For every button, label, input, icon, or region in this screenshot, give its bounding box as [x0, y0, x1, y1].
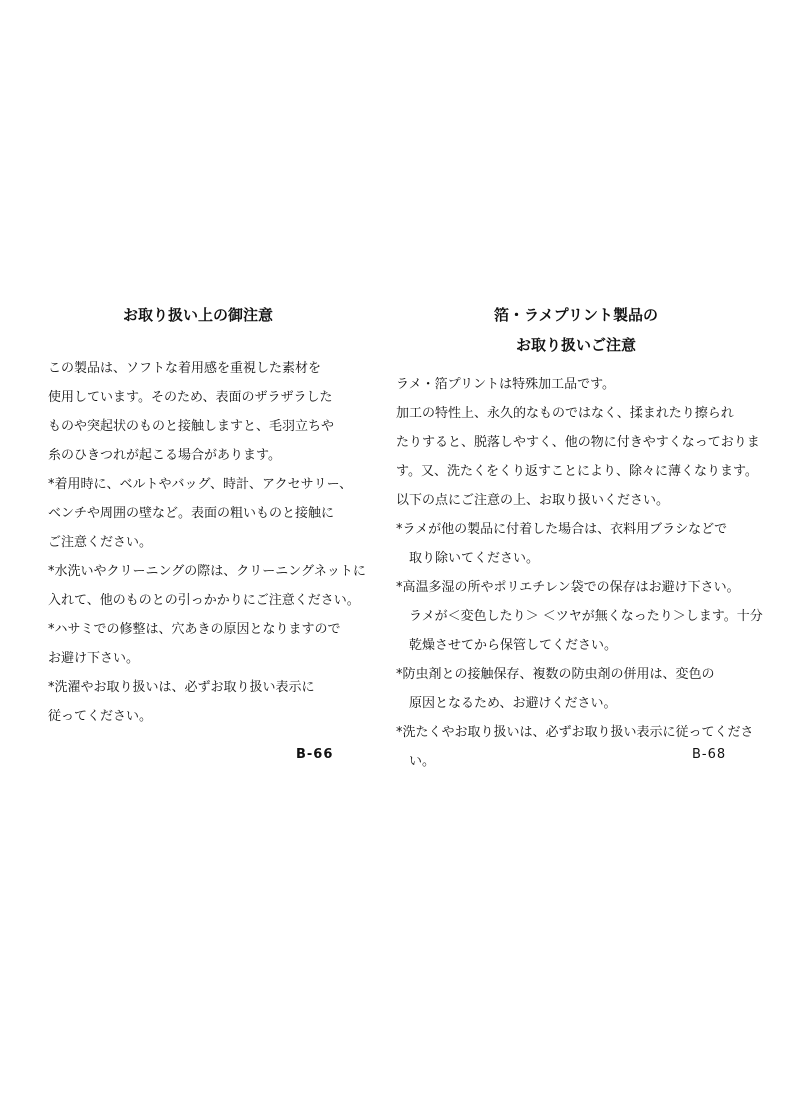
right-notice-line: い。 — [396, 754, 436, 769]
right-notice-card — [396, 300, 763, 776]
right-notice-title-line-1: 箔・ラメプリント製品の — [494, 306, 658, 324]
right-notice-line: ラメ・箔プリントは特殊加工品です。 — [396, 377, 616, 392]
left-notice-line: *ハサミでの修整は、穴あきの原因となりますので — [48, 622, 341, 637]
left-notice-line: 従ってください。 — [48, 709, 153, 724]
left-notice-line: ものや突起状のものと接触しますと、毛羽立ちや — [48, 419, 335, 434]
right-notice-line: す。又、洗たくをくり返すことにより、除々に薄くなります。 — [396, 464, 758, 479]
left-notice-line: 入れて、他のものとの引っかかりにご注意ください。 — [48, 593, 360, 608]
right-page-number: B-68 — [692, 747, 727, 762]
right-notice-body — [396, 370, 763, 776]
left-notice-line: 使用しています。そのため、表面のザラザラした — [48, 390, 333, 405]
left-notice-body — [48, 354, 366, 731]
right-notice-line: たりすると、脱落しやすく、他の物に付きやすくなっておりま — [396, 435, 760, 450]
left-notice-line: この製品は、ソフトな着用感を重視した素材を — [48, 361, 322, 376]
left-notice-line: *着用時に、ベルトやバッグ、時計、アクセサリー、 — [48, 477, 353, 492]
left-notice-line: *洗濯やお取り扱いは、必ずお取り扱い表示に — [48, 680, 315, 695]
right-notice-title — [396, 300, 756, 360]
right-notice-line: *洗たくやお取り扱いは、必ずお取り扱い表示に従ってくださ — [396, 725, 754, 740]
right-notice-line: 以下の点にご注意の上、お取り扱いください。 — [396, 493, 670, 508]
left-notice-line: ご注意ください。 — [48, 535, 153, 550]
left-notice-line: *水洗いやクリーニングの際は、クリーニングネットに — [48, 564, 366, 579]
right-notice-line: ラメが＜変色したり＞ ＜ツヤが無くなったり＞します。十分 — [396, 609, 763, 624]
right-notice-line: 原因となるため、お避けください。 — [396, 696, 617, 711]
left-page-number: B-66 — [296, 747, 334, 762]
right-notice-line: 加工の特性上、永久的なものではなく、揉まれたり擦られ — [396, 406, 734, 421]
left-notice-line: 糸のひきつれが起こる場合があります。 — [48, 448, 281, 463]
right-notice-line: *ラメが他の製品に付着した場合は、衣料用ブラシなどで — [396, 522, 728, 537]
left-notice-card — [48, 300, 366, 731]
left-notice-line: ベンチや周囲の壁など。表面の粗いものと接触に — [48, 506, 335, 521]
right-notice-line: 乾燥させてから保管してください。 — [396, 638, 618, 653]
left-notice-title: お取り扱い上の御注意 — [122, 306, 273, 324]
right-notice-line: *高温多湿の所やポリエチレン袋での保存はお避け下さい。 — [396, 580, 740, 595]
right-notice-title-line-2: お取り扱いご注意 — [515, 336, 636, 354]
right-notice-line: *防虫剤との接触保存、複数の防虫剤の併用は、変色の — [396, 667, 715, 682]
right-notice-line: 取り除いてください。 — [396, 551, 540, 566]
left-notice-line: お避け下さい。 — [48, 651, 140, 666]
